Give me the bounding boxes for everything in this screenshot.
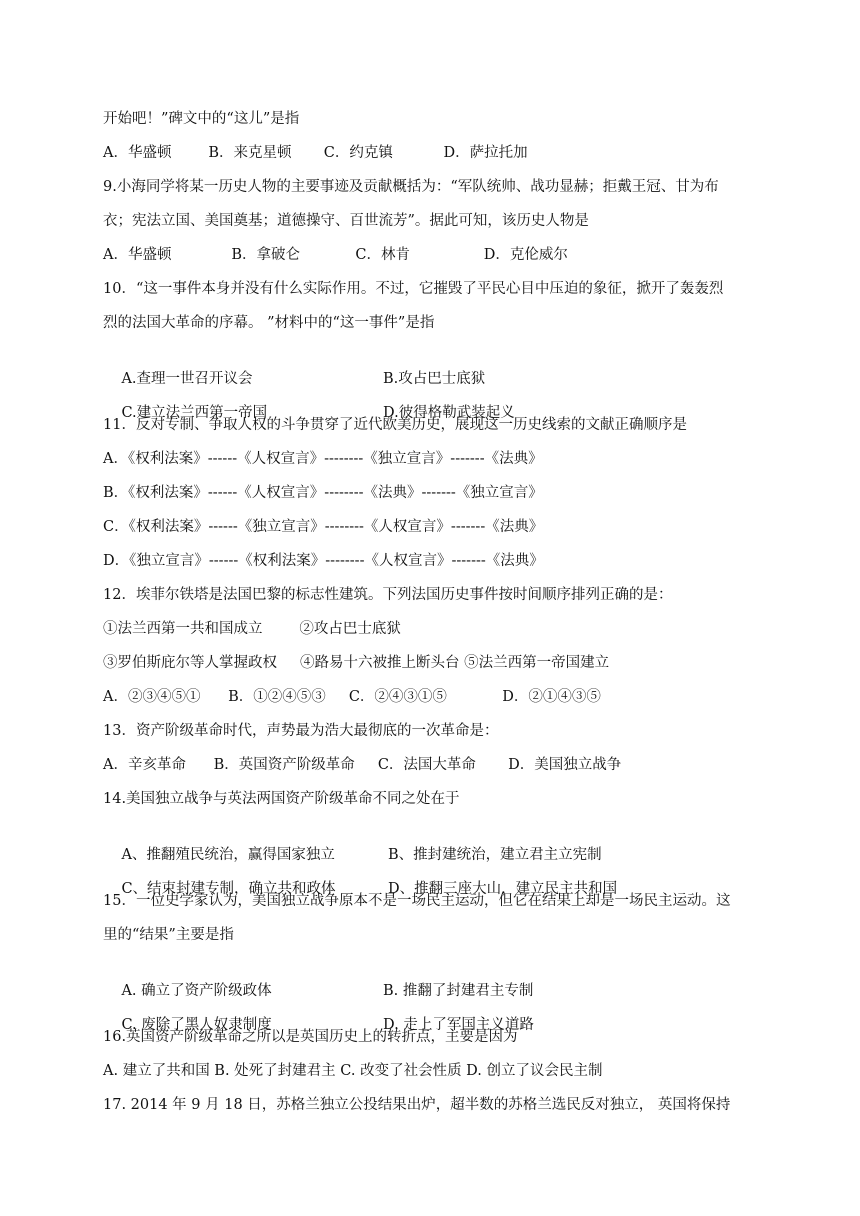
q17-stem: 17. 2014 年 9 月 18 日，苏格兰独立公投结果出炉，超半数的苏格兰选民反对独立， 英国将保持 <box>103 1097 731 1113</box>
q14-options-row1 <box>103 822 602 863</box>
q15-stem: 15．一位史学家认为，美国独立战争原本不是一场民主运动，但它在结果上却是一场民主运动。这 <box>103 893 731 909</box>
q10-stem-cont: 烈的法国大革命的序幕。 ”材料中的“这一事件”是指 <box>103 315 435 331</box>
q15-option-c: C. 废除了黑人奴隶制度 <box>121 1017 272 1033</box>
q11-option-d: D．《独立宣言》------《权利法案》--------《人权宣言》-------《法典》 <box>103 553 544 569</box>
q14-options-row2 <box>103 856 618 897</box>
q15-option-a: A. 确立了资产阶级政体 <box>121 983 272 999</box>
q14-option-a: A、推翻殖民统治，赢得国家独立 <box>121 847 335 863</box>
q12-events-1: ①法兰西第一共和国成立 ②攻占巴士底狱 <box>103 621 401 637</box>
q14-stem: 14.美国独立战争与英法两国资产阶级革命不同之处在于 <box>103 791 460 807</box>
q15-option-b: B. 推翻了封建君主专制 <box>383 983 534 999</box>
q12-events-2: ③罗伯斯庇尔等人掌握政权 ④路易十六被推上断头台 ⑤法兰西第一帝国建立 <box>103 655 610 671</box>
q11-stem: 11．反对专制、争取人权的斗争贯穿了近代欧美历史，展现这一历史线索的文献正确顺序是 <box>103 417 687 433</box>
q15-option-d: D. 走上了军国主义道路 <box>383 1017 534 1033</box>
q10-stem: 10．“这一事件本身并没有什么实际作用。不过，它摧毁了平民心目中压迫的象征，掀开了轰轰烈 <box>103 281 724 297</box>
q15-options-row2 <box>103 992 534 1033</box>
q12-stem: 12．埃菲尔铁塔是法国巴黎的标志性建筑。下列法国历史事件按时间顺序排列正确的是： <box>103 587 673 603</box>
text-line: 开始吧！”碑文中的“这儿”是指 <box>103 111 300 127</box>
q10-option-a: A.查理一世召开议会 <box>121 371 253 387</box>
q11-option-a: A．《权利法案》------《人权宣言》--------《独立宣言》-------《法典》 <box>103 451 543 467</box>
q14-option-c: C、结束封建专制，确立共和政体 <box>121 881 336 897</box>
q15-options-row1 <box>103 958 534 999</box>
q9-options: A．华盛顿 B．拿破仑 C．林肯 D．克伦威尔 <box>103 247 568 263</box>
q8-options: A．华盛顿 B．来克星顿 C．约克镇 D．萨拉托加 <box>103 145 528 161</box>
q13-stem: 13．资产阶级革命时代，声势最为浩大最彻底的一次革命是： <box>103 723 499 739</box>
q10-options-row2 <box>103 380 515 421</box>
q16-options: A. 建立了共和国 B. 处死了封建君主 C. 改变了社会性质 D. 创立了议会民主制 <box>103 1063 603 1079</box>
q12-options: A．②③④⑤① B．①②④⑤③ C．②④③①⑤ D．②①④③⑤ <box>103 689 601 705</box>
q14-option-d: D、推翻三座大山，建立民主共和国 <box>388 881 618 897</box>
q9-stem: 9.小海同学将某一历史人物的主要事迹及贡献概括为：“军队统帅、战功显赫；拒戴王冠、甘为布 <box>103 179 719 195</box>
q10-option-c: C.建立法兰西第一帝国 <box>121 405 268 421</box>
q10-options-row1 <box>103 346 486 387</box>
q9-stem-cont: 衣；宪法立国、美国奠基；道德操守、百世流芳”。据此可知，该历史人物是 <box>103 213 589 229</box>
q10-option-d: D.彼得格勒武装起义 <box>383 405 515 421</box>
q15-stem-cont: 里的“结果”主要是指 <box>103 927 234 943</box>
q14-option-b: B、推封建统治，建立君主立宪制 <box>388 847 602 863</box>
q13-options: A．辛亥革命 B．英国资产阶级革命 C．法国大革命 D．美国独立战争 <box>103 757 622 773</box>
q11-option-c: C．《权利法案》------《独立宣言》--------《人权宣言》-------《法典》 <box>103 519 544 535</box>
q16-stem: 16.英国资产阶级革命之所以是英国历史上的转折点，主要是因为 <box>103 1029 518 1045</box>
q10-option-b: B.攻占巴士底狱 <box>383 371 486 387</box>
q11-option-b: B．《权利法案》------《人权宣言》--------《法典》-------《独立宣言》 <box>103 485 543 501</box>
